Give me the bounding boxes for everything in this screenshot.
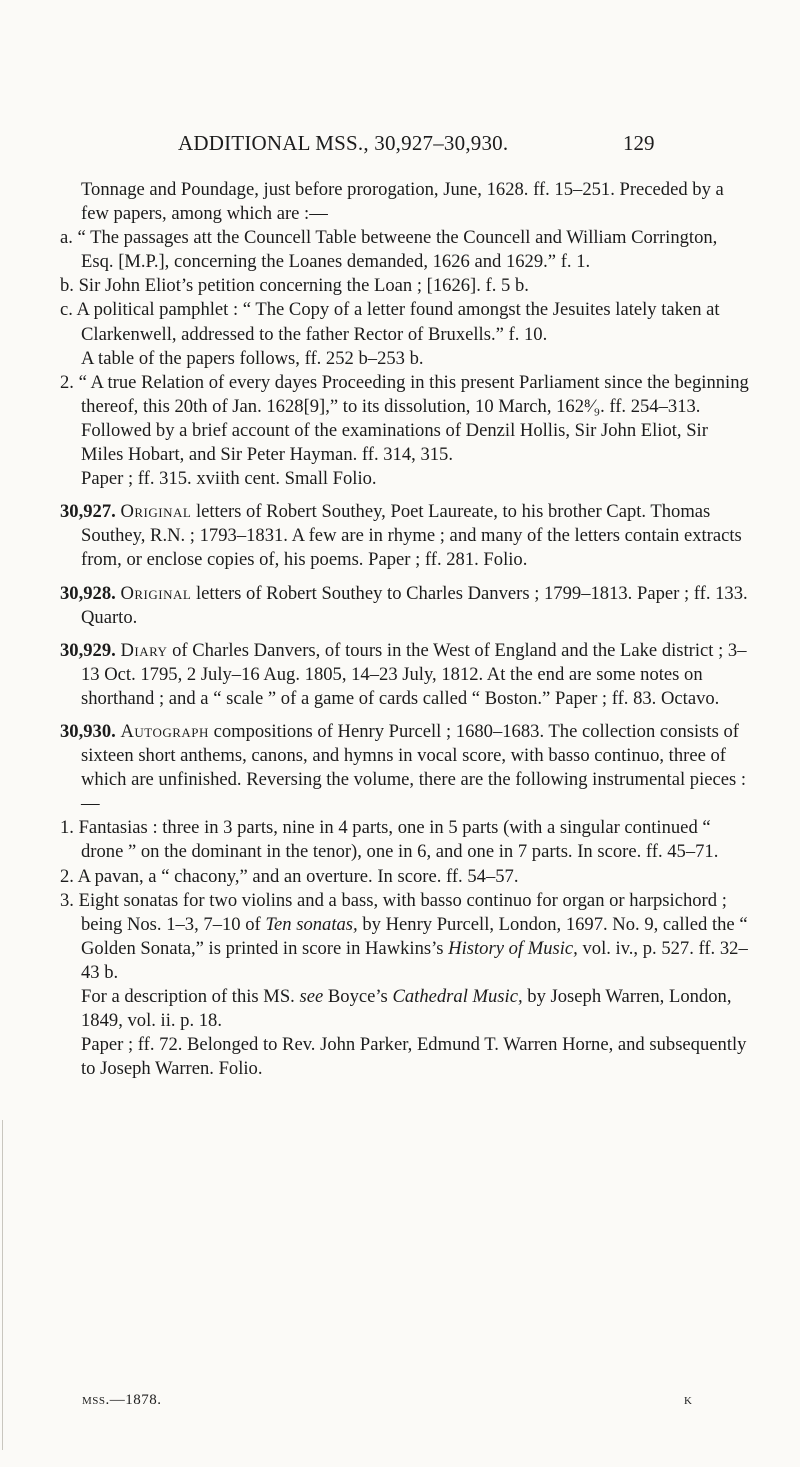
entry-first-word: Original bbox=[120, 501, 192, 523]
entry-number: 30,927. bbox=[60, 501, 116, 523]
page-header bbox=[0, 131, 800, 161]
prev-item-c: c. A political pamphlet : “ The Copy of a letter found amongst the Jesuites lately taken at Clarkenwell, addressed to the father Rector of Bruxells.” f. 10. bbox=[60, 299, 720, 345]
purcell-provenance: Paper ; ff. 72. Belonged to Rev. John Parker, Edmund T. Warren Horne, and subsequently to Joseph Warren. Folio. bbox=[81, 1034, 747, 1080]
purcell-item-3-text: by Henry Purcell, London, 1697. No. 9, called the “ Golden Sonata,” is printed in score in Hawkins’s bbox=[81, 913, 748, 959]
purcell-item-3 bbox=[60, 889, 750, 985]
signature-mark: mss.—1878. bbox=[82, 1392, 162, 1408]
description-text: by Joseph Warren, London, 1849, vol. ii. p. 18. bbox=[81, 986, 732, 1032]
entry-first-word: Autograph bbox=[120, 720, 209, 742]
entry-text: compositions of Henry Purcell ; 1680–1683. The collection consists of sixteen short anthems, canons, and hymns in vocal score, with basso continuo, three of which are unfinished. Reversing the volume, there are the following instrumental pieces :— bbox=[81, 720, 747, 815]
prev-table-note: A table of the papers follows, ff. 252 b–253 b. bbox=[81, 347, 424, 369]
entry-text: letters of Robert Southey, Poet Laureate, to his brother Capt. Thomas Southey, R.N. ; 1793–1831. A few are in rhyme ; and many of the letters contain extracts from, or enclose copies of, his poems. Paper ; ff. 281. Folio. bbox=[81, 501, 742, 571]
entry-30928 bbox=[60, 582, 750, 630]
purcell-item-3-text: 3. Eight sonatas for two violins and a bass, with basso continuo for organ or harpsichord ; being Nos. 1–3, 7–10 of bbox=[60, 889, 727, 935]
entry-text: letters of Robert Southey to Charles Danvers ; 1799–1813. Paper ; ff. 133. Quarto. bbox=[81, 582, 748, 628]
purcell-description bbox=[60, 985, 750, 1033]
catalogue-body bbox=[60, 178, 750, 1081]
description-text: For a description of this MS. bbox=[81, 986, 295, 1007]
prev-item-2: 2. “ A true Relation of every dayes Proceeding in this present Parliament since the beginning thereof, this 20th of Jan. 1628[9],” to its dissolution, 10 March, 162⁸⁄₉. ff. 254–313. Followed by a brief account of the examinations of Denzil Hollis, Sir John Eliot, Sir Miles Hobart, and Sir Peter Hayman. ff. 314, 315. bbox=[60, 371, 749, 466]
purcell-item-2: 2. A pavan, a “ chacony,” and an overture. In score. ff. 54–57. bbox=[60, 865, 519, 887]
entry-first-word: Original bbox=[120, 582, 192, 604]
running-head: ADDITIONAL MSS., 30,927–30,930. bbox=[178, 131, 509, 155]
cathedral-music-title: Cathedral Music, bbox=[392, 986, 523, 1007]
prev-item-a: a. “ The passages att the Councell Table betweene the Councell and William Corrington, Esq. [M.P.], concerning the Loanes demanded, 1626 and 1629.” f. 1. bbox=[60, 227, 718, 273]
prev-paper: Paper ; ff. 315. xviith cent. Small Folio. bbox=[81, 468, 377, 490]
entry-30927 bbox=[60, 500, 750, 572]
sheet-mark: k bbox=[684, 1392, 692, 1408]
gutter-line bbox=[2, 1120, 3, 1450]
ten-sonatas-title: Ten sonatas, bbox=[265, 913, 358, 935]
prev-item-b: b. Sir John Eliot’s petition concerning the Loan ; [1626]. f. 5 b. bbox=[60, 275, 529, 297]
page-number: 129 bbox=[623, 131, 655, 155]
entry-number: 30,930. bbox=[60, 720, 116, 742]
prev-intro: Tonnage and Poundage, just before prorogation, June, 1628. ff. 15–251. Preceded by a few papers, among which are :— bbox=[81, 179, 724, 225]
purcell-item-3-text: vol. iv., p. 527. ff. 32–43 b. bbox=[81, 937, 748, 983]
page-footer bbox=[82, 1392, 692, 1409]
entry-30929 bbox=[60, 639, 750, 711]
description-text: Boyce’s bbox=[327, 986, 388, 1007]
entry-number: 30,929. bbox=[60, 639, 116, 661]
history-of-music-title: History of Music, bbox=[448, 937, 578, 959]
purcell-item-1: 1. Fantasias : three in 3 parts, nine in 4 parts, one in 5 parts (with a singular continued “ drone ” on the dominant in the tenor), one in 6, and one in 7 parts. In score. ff. 45–71. bbox=[60, 817, 719, 863]
entry-number: 30,928. bbox=[60, 582, 116, 604]
entry-30930 bbox=[60, 720, 750, 816]
see-reference: see bbox=[299, 986, 324, 1007]
entry-first-word: Diary bbox=[120, 639, 168, 661]
entry-text: of Charles Danvers, of tours in the West of England and the Lake district ; 3–13 Oct. 1795, 2 July–16 Aug. 1805, 14–23 July, 1812. At the end are some notes on shorthand ; and a “ scale ” of a game of cards called “ Boston.” Paper ; ff. 83. Octavo. bbox=[81, 639, 747, 709]
